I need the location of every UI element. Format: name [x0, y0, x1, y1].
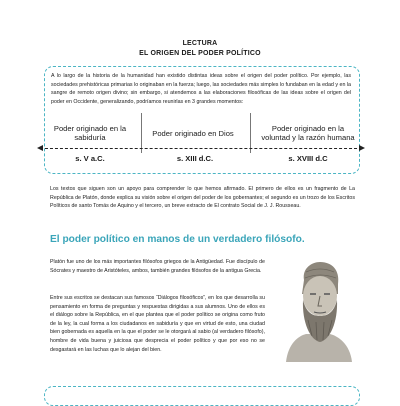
century-label-1: s. V a.C.: [75, 154, 105, 163]
era-separator: [250, 113, 251, 153]
timeline-arrow-right-icon: [359, 145, 365, 151]
lecture-label: LECTURA: [182, 40, 218, 47]
era-label-human-will: Poder originado en la voluntad y la razón humana: [261, 124, 355, 142]
intro-paragraph: Los textos que siguen son un apoyo para comprender lo que hemos afirmado. El primero de ellos es un fragmento de La República de Platón, donde explica su visión sobre el origen del poder de los gobernantes; el segundo es un trozo de los Escritos Políticos de santo Tomás de Aquino y el tercero, un breve extracto de El contrato Social de J. J. Rousseau.: [50, 186, 355, 210]
plato-republic-paragraph: Entre sus escritos se destacan sus famosos “Diálogos filosóficos”, en los que desarrolla su pensamiento en forma de preguntas y respuestas dirigidas a sus alumnos. Uno de ellos es el diálogo sobre la República, en el que plantea que el poder político se origina como fruto de la ley, la cual forma a los ciudadanos en sabiduría y que en virtud de esto, una ciudad bien gobernada es aquella en la que el poder se le otorgará al sabio (al verdadero filósofo), hombre de vida buena y juiciosa que desprecia el poder político y que por eso no se desgastará en las luchas que lo alejan del bien.: [50, 295, 265, 353]
era-label-wisdom: Poder originado en la sabiduría: [53, 124, 127, 142]
intro-text: A lo largo de la historia de la humanidad han existido distintas ideas sobre el origen del poder político. Por ejemplo, las sociedades prehistóricas primarias lo originaban en la fuerza; luego, las sociedades más simples lo fundaban en la edad y en la sangre de remoto origen divino; sin embargo, si atendemos a las elaboraciones filosóficas de las ideas sobre el origen del poder en Occidente, generalizando, podríamos reunirlas en 3 grandes momentos:: [51, 73, 351, 105]
page-title: EL ORIGEN DEL PODER POLÍTICO: [139, 50, 261, 57]
century-label-3: s. XVIII d.C: [288, 154, 328, 163]
era-separator: [141, 113, 142, 153]
section-title: El poder político en manos de un verdadero filósofo.: [50, 234, 305, 245]
century-label-2: s. XIII d.C.: [176, 154, 214, 163]
timeline-line: [40, 148, 362, 149]
timeline-arrow-left-icon: [37, 145, 43, 151]
plato-bust-image: [276, 260, 360, 362]
plato-bio-paragraph: Platón fue uno de los más importantes filósofos griegos de la Antigüedad. Fue discípulo de Sócrates y maestro de Aristóteles, ambos, también grandes filósofos de la antigua Grecia.: [50, 259, 265, 274]
era-label-god: Poder originado en Dios: [152, 128, 234, 138]
next-section-box: [44, 386, 360, 406]
